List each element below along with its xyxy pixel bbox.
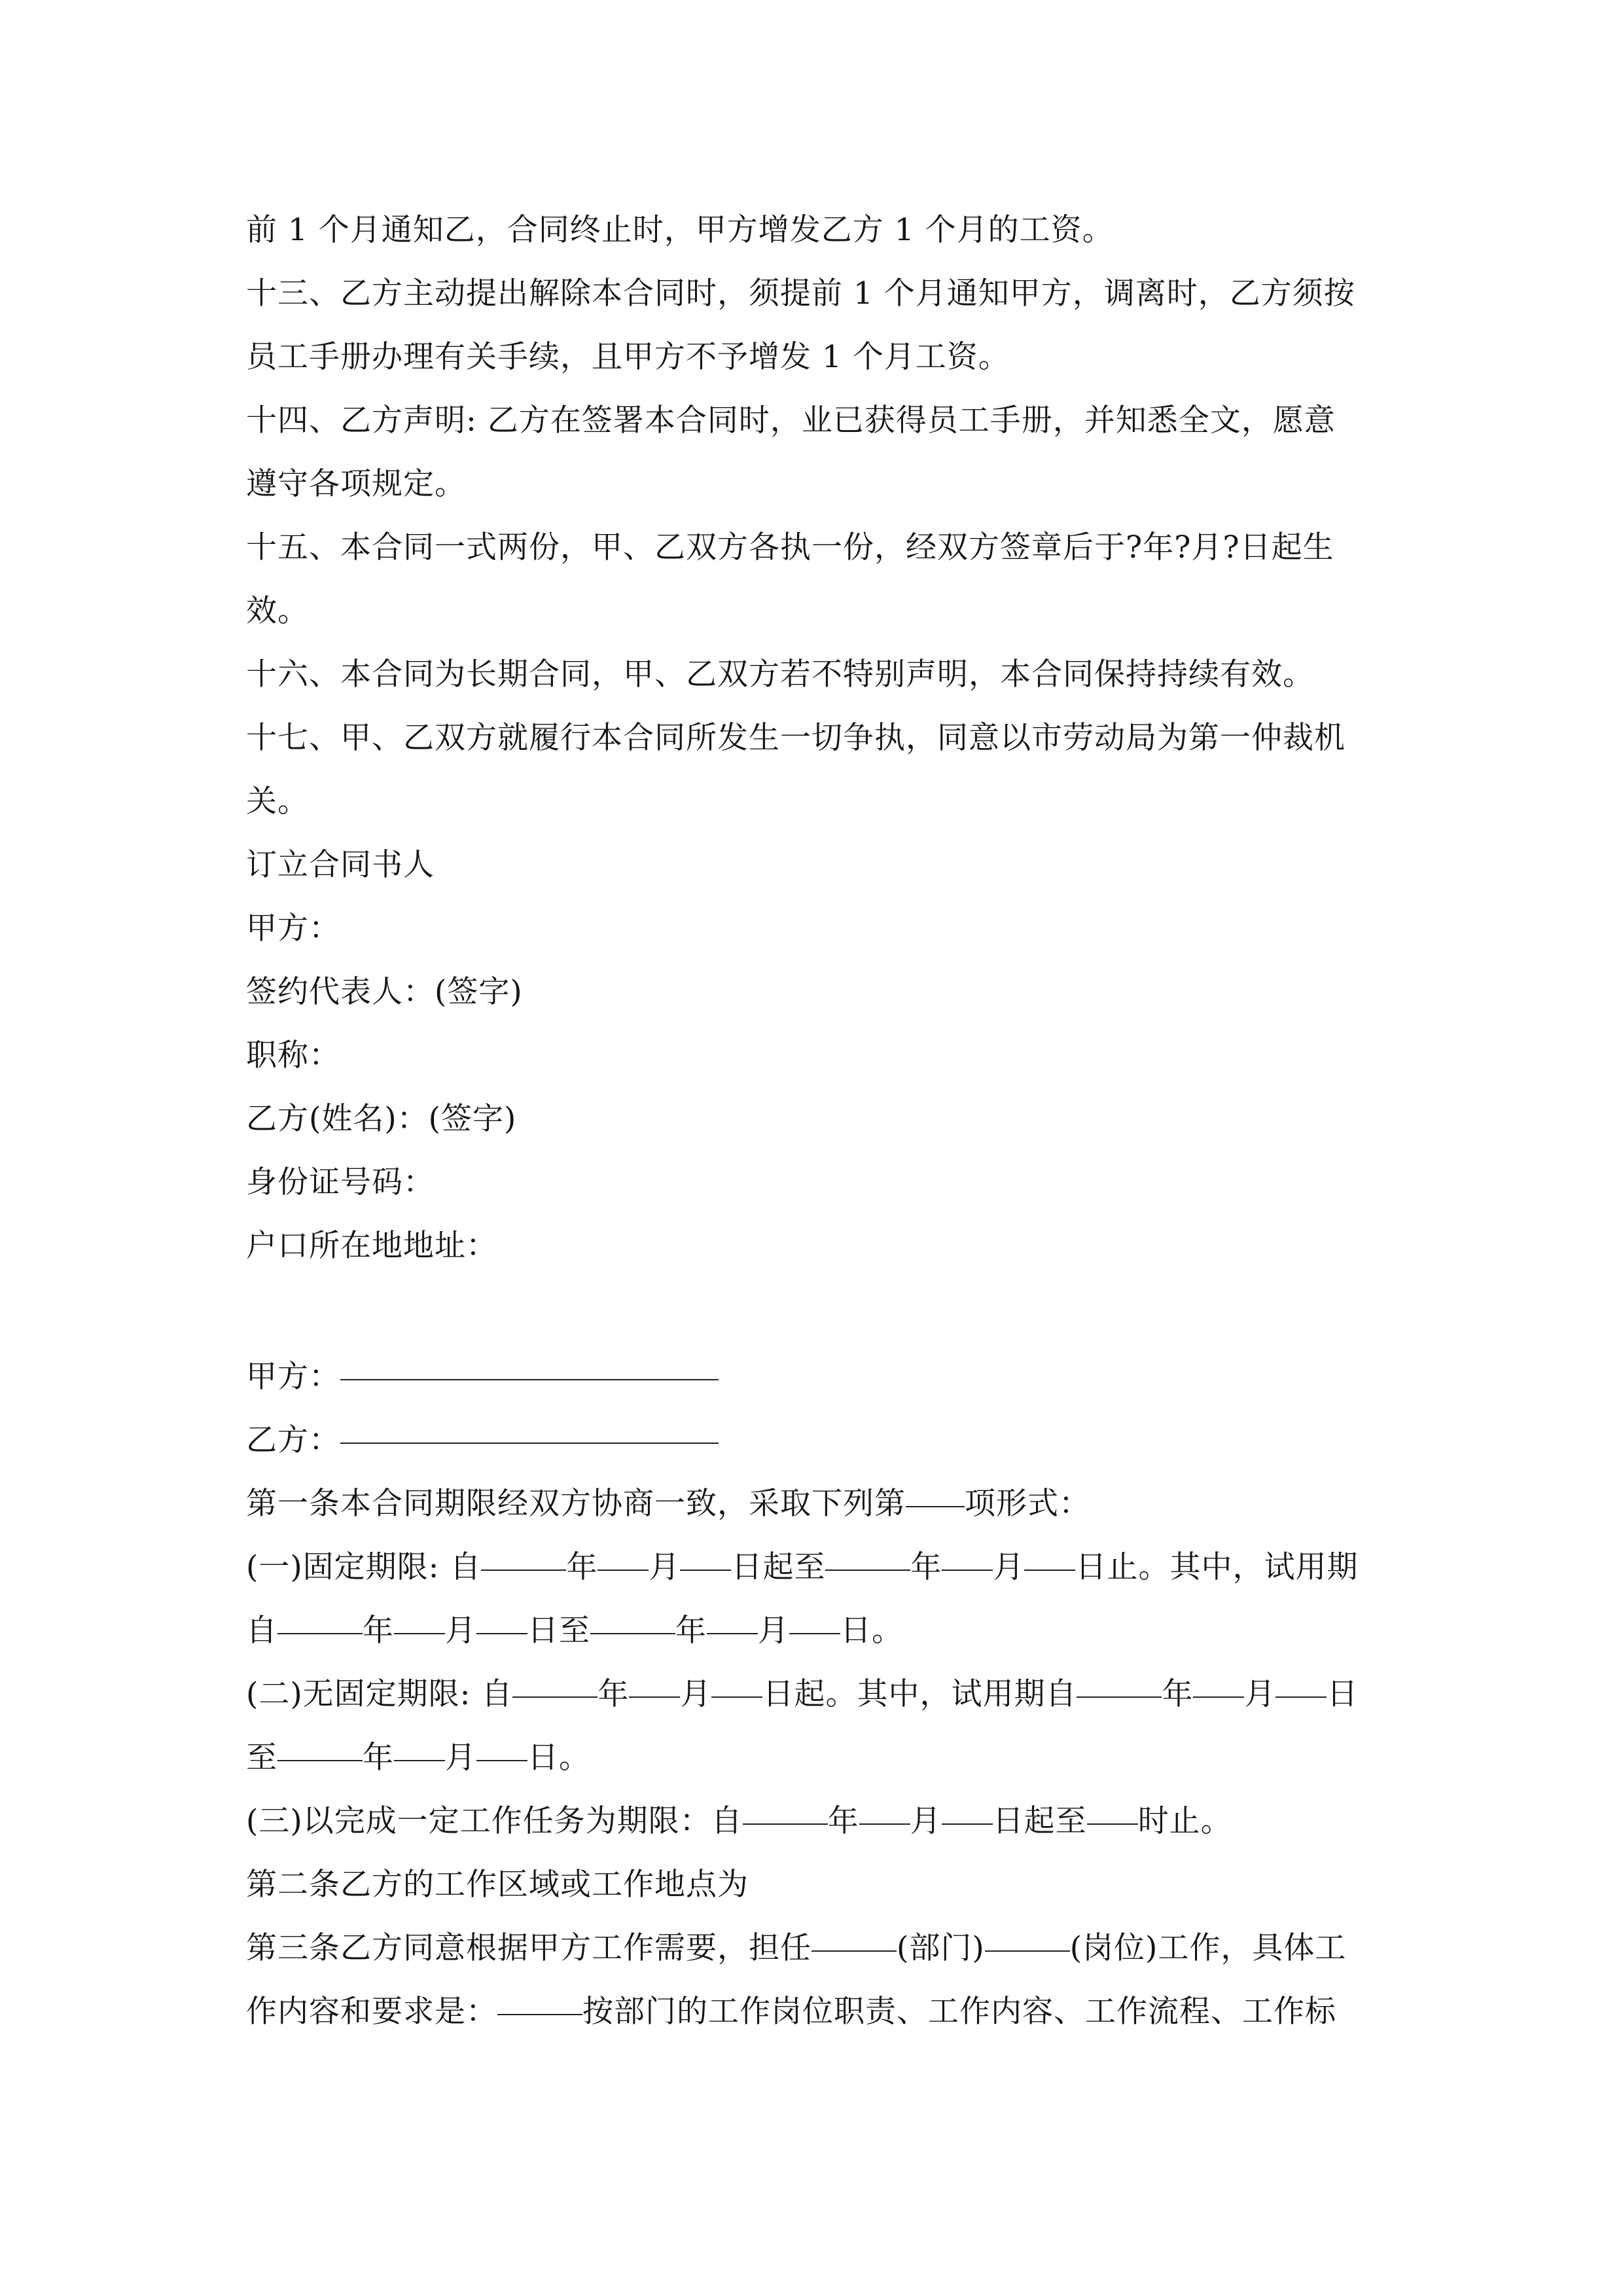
paragraph-line: 十四、乙方声明: 乙方在签署本合同时，业已获得员工手册，并知悉全文，愿意 [246, 403, 1336, 439]
title-line: 职称： [246, 1037, 340, 1073]
paragraph-line: 十六、本合同为长期合同，甲、乙双方若不特别声明，本合同保持持续有效。 [246, 656, 1314, 692]
year-blank[interactable] [481, 1530, 566, 1571]
year-label: 年 [1162, 1676, 1194, 1712]
fixed-term-line-2 [246, 1599, 903, 1662]
paragraph-line: 十三、乙方主动提出解除本合同时，须提前 1 个月通知甲方，调离时，乙方须按 [246, 276, 1355, 312]
month-label: 月 [445, 1613, 476, 1649]
month-blank[interactable] [942, 1530, 993, 1571]
month-label: 月 [993, 1549, 1025, 1585]
day-blank[interactable] [476, 1721, 527, 1761]
job-content-label: 作内容和要求是： [246, 1994, 497, 2030]
month-label: 月 [910, 1803, 942, 1839]
open-term-line-2 [246, 1726, 590, 1789]
year-label: 年 [910, 1549, 942, 1585]
year-blank[interactable] [825, 1530, 910, 1571]
fixed-term-line-1 [246, 1535, 1358, 1599]
open-term-label: (二)无固定期限: 自 [246, 1676, 513, 1712]
month-blank[interactable] [707, 1594, 758, 1634]
year-blank[interactable] [277, 1594, 363, 1634]
party-a-blank[interactable] [340, 1340, 719, 1380]
paragraph-line: 十七、甲、乙双方就履行本合同所发生一切争执，同意以市劳动局为第一仲裁机 [246, 720, 1346, 756]
month-label: 月 [1244, 1676, 1276, 1712]
day-blank[interactable] [789, 1594, 840, 1634]
paragraph-line: 遵守各项规定。 [246, 466, 466, 502]
day-blank[interactable] [1024, 1530, 1075, 1571]
stop-label: 时止。 [1137, 1803, 1232, 1839]
day-label: 日止。其中，试用期 [1075, 1549, 1359, 1585]
day-label: 日起至 [992, 1803, 1087, 1839]
task-term-label: (三)以完成一定工作任务为期限：自 [246, 1803, 743, 1839]
time-blank[interactable] [1087, 1784, 1138, 1825]
day-label: 日至 [527, 1613, 590, 1649]
year-blank[interactable] [1077, 1657, 1162, 1698]
article-3-line-2 [246, 1980, 1336, 2043]
paragraph-line: 员工手册办理有关手续，且甲方不予增发 1 个月工资。 [246, 339, 1010, 375]
party-b-line: 乙方(姓名)：(签字) [246, 1101, 517, 1137]
party-b-blank[interactable] [340, 1403, 719, 1444]
day-blank[interactable] [1275, 1657, 1327, 1698]
to-label: 至 [246, 1740, 277, 1776]
year-blank[interactable] [512, 1657, 597, 1698]
month-blank[interactable] [1193, 1657, 1244, 1698]
department-blank[interactable] [812, 1911, 897, 1952]
day-label: 日。 [840, 1613, 903, 1649]
article-3-line-1 [246, 1916, 1346, 1980]
job-content-blank[interactable] [497, 1975, 582, 2015]
party-b-fill-line [246, 1408, 719, 1472]
year-blank[interactable] [277, 1721, 363, 1761]
position-blank[interactable] [985, 1911, 1070, 1952]
month-label: 月 [758, 1613, 789, 1649]
month-label: 月 [445, 1740, 476, 1776]
party-a-line: 甲方： [246, 910, 340, 946]
paragraph-line: 前 1 个月通知乙，合同终止时，甲方增发乙方 1 个月的工资。 [246, 212, 1114, 248]
article-1-suffix: 项形式： [965, 1486, 1090, 1522]
signatories-heading: 订立合同书人 [246, 847, 435, 883]
month-label: 月 [680, 1676, 712, 1712]
year-label: 年 [827, 1803, 859, 1839]
position-label: (岗位)工作，具体工 [1069, 1930, 1347, 1966]
month-blank[interactable] [394, 1594, 445, 1634]
task-term-line [246, 1789, 1232, 1853]
party-a-label: 甲方： [246, 1359, 340, 1395]
fixed-term-label: (一)固定期限: 自 [246, 1549, 482, 1585]
job-content-text: 按部门的工作岗位职责、工作内容、工作流程、工作标 [582, 1994, 1336, 2030]
year-label: 年 [597, 1676, 630, 1712]
day-blank[interactable] [942, 1784, 993, 1825]
article-3-text: 第三条乙方同意根据甲方工作需要，担任 [246, 1930, 812, 1966]
day-label: 日起。其中，试用期自 [762, 1676, 1077, 1712]
month-blank[interactable] [859, 1784, 910, 1825]
day-blank[interactable] [476, 1594, 527, 1634]
year-label: 年 [675, 1613, 707, 1649]
year-label: 年 [363, 1613, 394, 1649]
article-2-line: 第二条乙方的工作区域或工作地点为 [246, 1867, 749, 1903]
month-blank[interactable] [394, 1721, 445, 1761]
representative-line: 签约代表人：(签字) [246, 974, 523, 1010]
party-b-label: 乙方： [246, 1422, 340, 1458]
year-blank[interactable] [590, 1594, 675, 1634]
day-label: 日。 [527, 1740, 590, 1776]
id-number-line: 身份证号码： [246, 1164, 435, 1200]
party-a-fill-line [246, 1345, 719, 1408]
department-label: (部门) [897, 1930, 985, 1966]
year-blank[interactable] [743, 1784, 828, 1825]
article-1-text: 第一条本合同期限经双方协商一致，采取下列第 [246, 1486, 906, 1522]
from-label: 自 [246, 1613, 277, 1649]
paragraph-line: 关。 [246, 783, 309, 819]
paragraph-line: 十五、本合同一式两份，甲、乙双方各执一份，经双方签章后于?年?月?日起生 [246, 529, 1334, 565]
paragraph-line: 效。 [246, 593, 309, 629]
term-option-blank[interactable] [906, 1467, 965, 1507]
day-blank[interactable] [711, 1657, 762, 1698]
open-term-line-1 [246, 1662, 1358, 1726]
day-label: 日 [1327, 1676, 1359, 1712]
address-line: 户口所在地地址： [246, 1228, 497, 1264]
year-label: 年 [566, 1549, 598, 1585]
article-1-line [246, 1472, 1090, 1535]
year-label: 年 [363, 1740, 394, 1776]
month-blank[interactable] [629, 1657, 680, 1698]
month-label: 月 [649, 1549, 681, 1585]
day-blank[interactable] [680, 1530, 731, 1571]
month-blank[interactable] [597, 1530, 649, 1571]
day-label: 日起至 [731, 1549, 826, 1585]
